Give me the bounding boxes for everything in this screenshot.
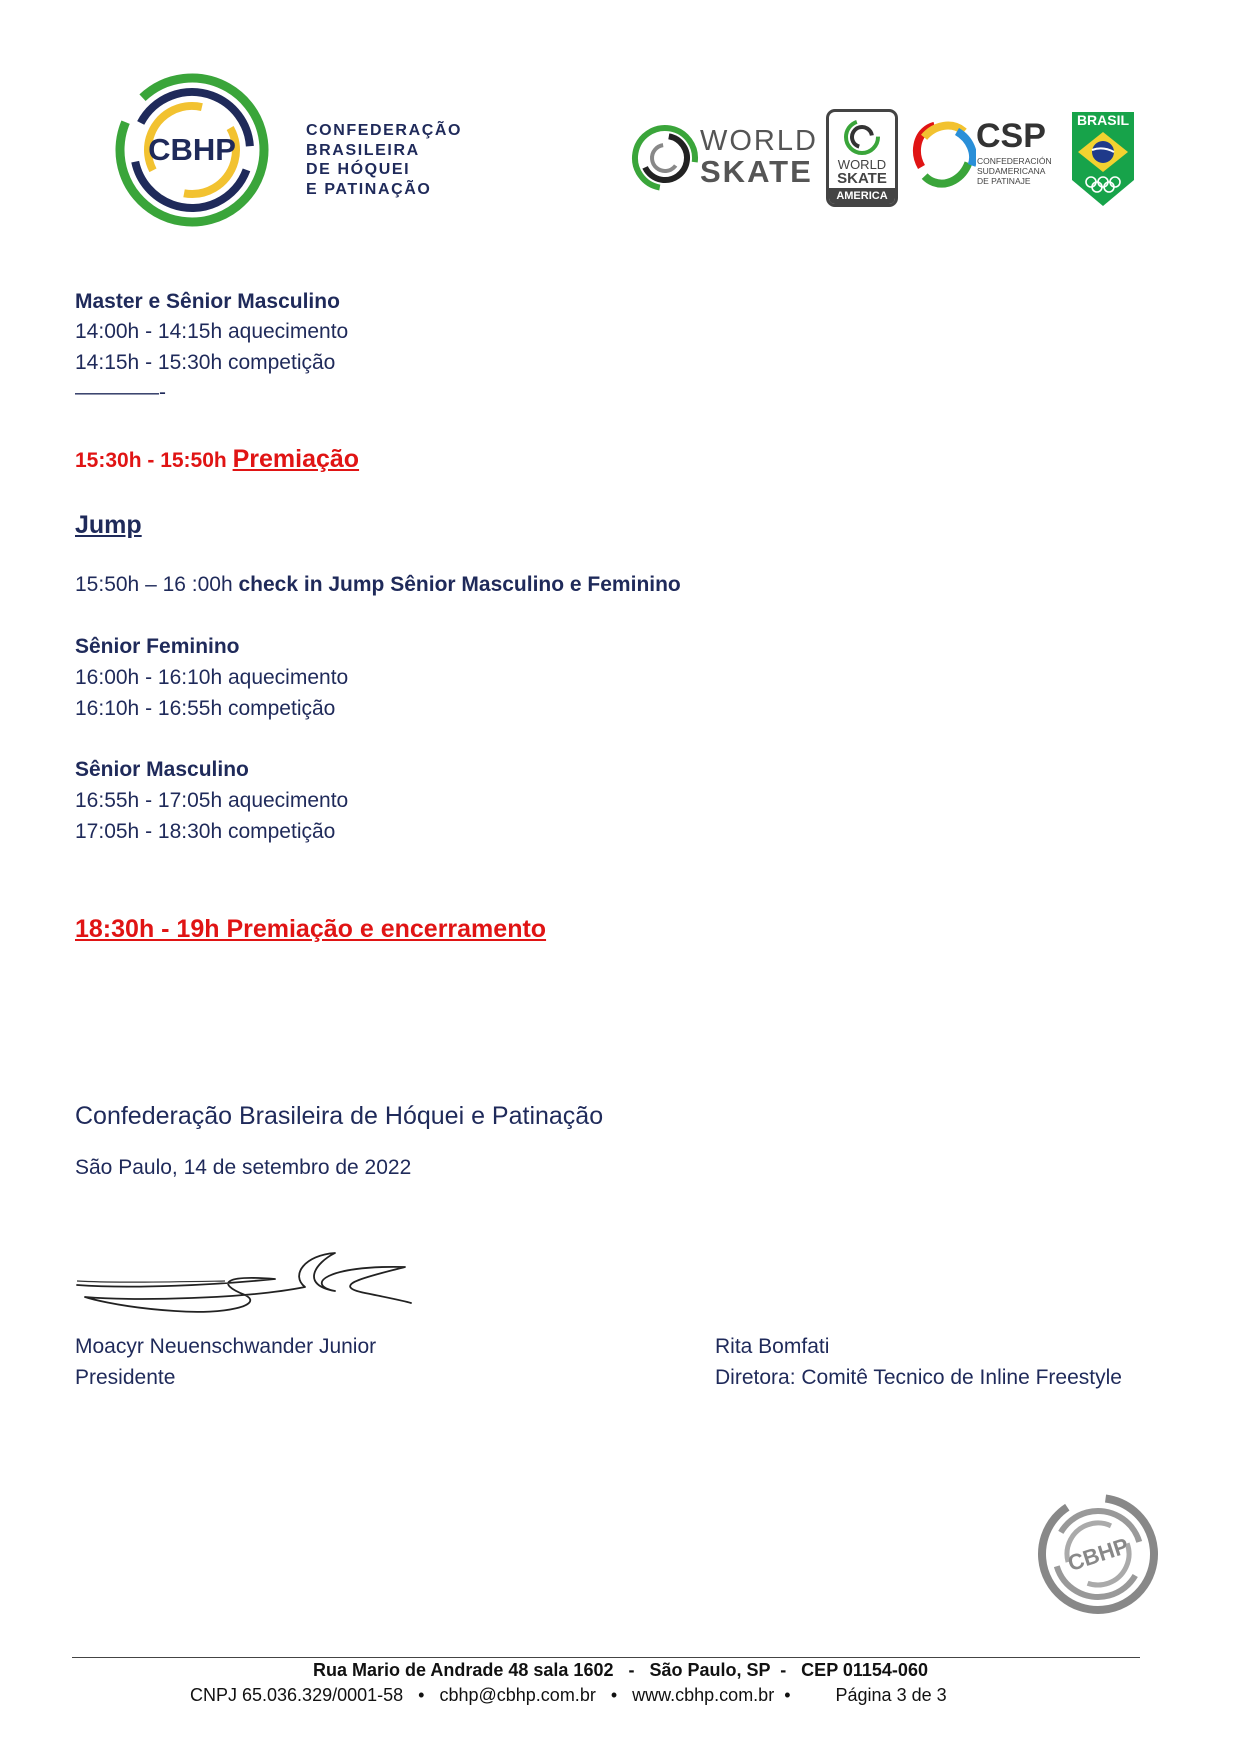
jump-title: Jump: [75, 511, 142, 539]
footer-cnpj: CNPJ 65.036.329/0001-58: [190, 1685, 404, 1705]
csp-ring-icon: [912, 118, 976, 190]
world-skate-america-logo: [826, 109, 898, 207]
premiacao-row: [75, 444, 359, 476]
master-senior-title: Master e Sênior Masculino: [75, 290, 340, 313]
cbhp-name-line-2: BRASILEIRA: [306, 141, 420, 159]
signatory-left-role: Presidente: [75, 1366, 176, 1389]
footer-contact-row: CNPJ 65.036.329/0001-58 • cbhp@cbhp.com.br • www.cbhp.com.br • Página 3 de 3: [190, 1685, 947, 1705]
brasil-olympic-logo: [1070, 110, 1136, 208]
premiacao-label: Premiação: [232, 445, 360, 473]
checkin-time: 15:50h – 16 :00h: [75, 573, 233, 596]
checkin-label: check in Jump Sênior Masculino e Feminino: [238, 573, 681, 596]
organization-name: Confederação Brasileira de Hóquei e Patinação: [75, 1102, 604, 1130]
cbhp-full-name: [306, 121, 462, 199]
watermark-text: CBHP: [1064, 1532, 1132, 1576]
footer-address: Rua Mario de Andrade 48 sala 1602 - São Paulo, SP - CEP 01154-060: [313, 1660, 928, 1680]
csp-title: CSP: [976, 117, 1046, 155]
cbhp-logo-emblem: [112, 70, 272, 230]
master-warmup-line: 14:00h - 14:15h aquecimento: [75, 320, 349, 343]
world-skate-word-1: WORLD: [700, 125, 818, 157]
cbhp-logo-text: CBHP: [148, 132, 236, 167]
cbhp-name-line-1: CONFEDERAÇÃO: [306, 122, 463, 139]
masculino-warmup-line: 16:55h - 17:05h aquecimento: [75, 789, 349, 812]
world-skate-swirl-icon: [630, 123, 700, 193]
section-divider: ————-: [75, 381, 166, 404]
world-skate-word-2: SKATE: [700, 154, 813, 189]
closing-ceremony-line: 18:30h - 19h Premiação e encerramento: [75, 915, 547, 943]
checkin-row: [75, 570, 681, 600]
premiacao-time: 15:30h - 15:50h: [75, 449, 227, 472]
feminino-competition-line: 16:10h - 16:55h competição: [75, 697, 336, 720]
world-skate-logo: [630, 120, 818, 196]
csp-subtitle-line-3: DE PATINAJE: [977, 176, 1031, 186]
signatory-left-name: Moacyr Neuenschwander Junior: [75, 1335, 377, 1358]
footer-divider: [72, 1657, 1140, 1658]
signatory-right-name: Rita Bomfati: [715, 1335, 830, 1358]
cbhp-logo: [112, 70, 272, 230]
senior-feminino-title: Sênior Feminino: [75, 635, 240, 658]
signatory-right-role: Diretora: Comitê Tecnico de Inline Freestyle: [715, 1366, 1122, 1389]
wsa-word-2: SKATE: [837, 170, 887, 187]
footer-email[interactable]: cbhp@cbhp.com.br: [439, 1685, 596, 1705]
world-skate-america-swirl-icon: [842, 117, 882, 157]
senior-masculino-title: Sênior Masculino: [75, 758, 249, 781]
csp-subtitle-line-1: CONFEDERACIÓN: [977, 156, 1052, 166]
footer-page-number: Página 3 de 3: [835, 1685, 947, 1705]
signature-image: [75, 1245, 415, 1325]
document-date: São Paulo, 14 de setembro de 2022: [75, 1156, 412, 1179]
masculino-competition-line: 17:05h - 18:30h competição: [75, 820, 336, 843]
footer-website[interactable]: www.cbhp.com.br: [632, 1685, 775, 1705]
wsa-word-1: WORLD: [837, 157, 887, 172]
cbhp-name-line-4: E PATINAÇÃO: [306, 180, 432, 198]
cbhp-watermark-seal: [1034, 1490, 1162, 1618]
csp-subtitle: [977, 156, 1052, 186]
feminino-warmup-line: 16:00h - 16:10h aquecimento: [75, 666, 349, 689]
brasil-label: BRASIL: [1076, 112, 1130, 128]
csp-subtitle-line-2: SUDAMERICANA: [977, 166, 1046, 176]
master-competition-line: 14:15h - 15:30h competição: [75, 351, 336, 374]
wsa-word-3: AMERICA: [829, 188, 895, 204]
cbhp-name-line-3: DE HÓQUEI: [306, 161, 411, 178]
csp-logo: [912, 117, 1052, 196]
